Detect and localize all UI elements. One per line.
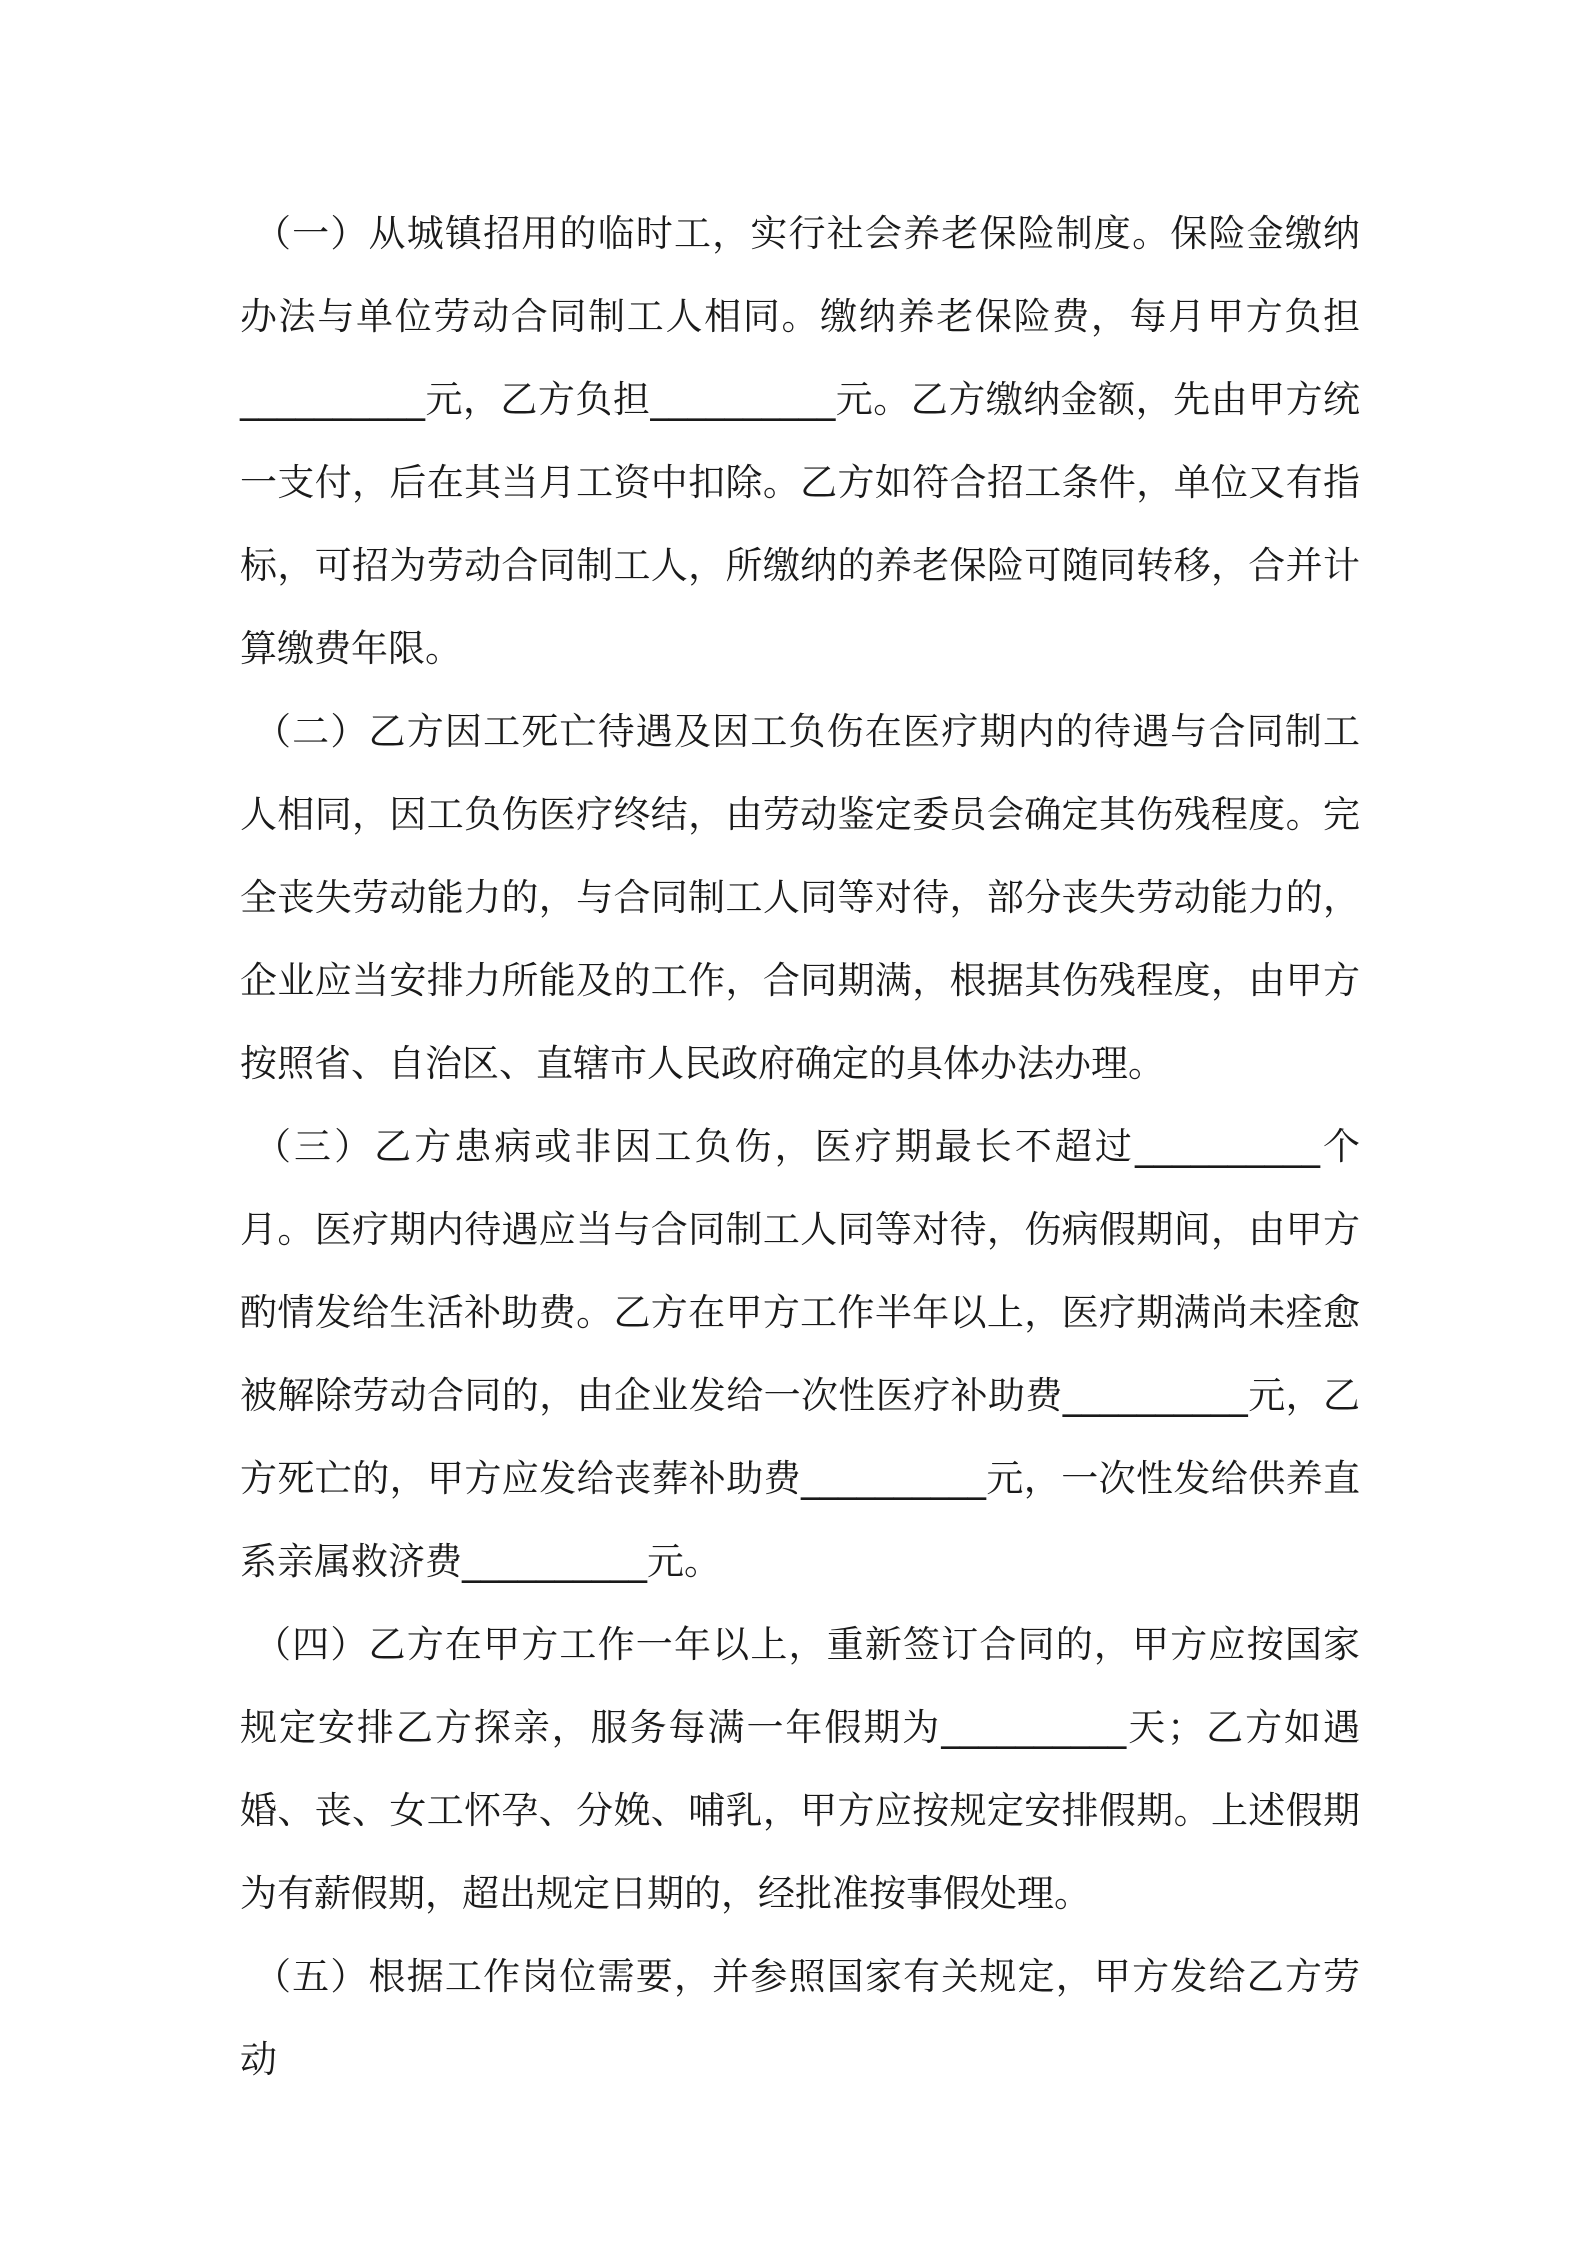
document-body: [240, 192, 1360, 2101]
clause-2-paragraph: （二）乙方因工死亡待遇及因工负伤在医疗期内的待遇与合同制工人相同，因工负伤医疗终结，由劳动鉴定委员会确定其伤残程度。完全丧失劳动能力的，与合同制工人同等对待，部分丧失劳动能力的，企业应当安排力所能及的工作，合同期满，根据其伤残程度，由甲方按照省、自治区、直辖市人民政府确定的具体办法办理。: [240, 710, 1360, 1085]
clause-4-paragraph: （四）乙方在甲方工作一年以上，重新签订合同的，甲方应按国家规定安排乙方探亲，服务每满一年假期为__________天；乙方如遇婚、丧、女工怀孕、分娩、哺乳，甲方应按规定安排假期。上述假期为有薪假期，超出规定日期的，经批准按事假处理。: [240, 1623, 1360, 1915]
clause-1-paragraph: （一）从城镇招用的临时工，实行社会养老保险制度。保险金缴纳办法与单位劳动合同制工人相同。缴纳养老保险费，每月甲方负担__________元，乙方负担__________元。乙方缴纳金额，先由甲方统一支付，后在其当月工资中扣除。乙方如符合招工条件，单位又有指标，可招为劳动合同制工人，所缴纳的养老保险可随同转移，合并计算缴费年限。: [240, 212, 1360, 670]
clause-5-paragraph: （五）根据工作岗位需要，并参照国家有关规定，甲方发给乙方劳动: [240, 1955, 1360, 2081]
clause-3-paragraph: （三）乙方患病或非因工负伤，医疗期最长不超过__________个月。医疗期内待遇应当与合同制工人同等对待，伤病假期间，由甲方酌情发给生活补助费。乙方在甲方工作半年以上，医疗期满尚未痊愈被解除劳动合同的，由企业发给一次性医疗补助费__________元，乙方死亡的，甲方应发给丧葬补助费__________元，一次性发给供养直系亲属救济费__________元。: [240, 1125, 1360, 1583]
